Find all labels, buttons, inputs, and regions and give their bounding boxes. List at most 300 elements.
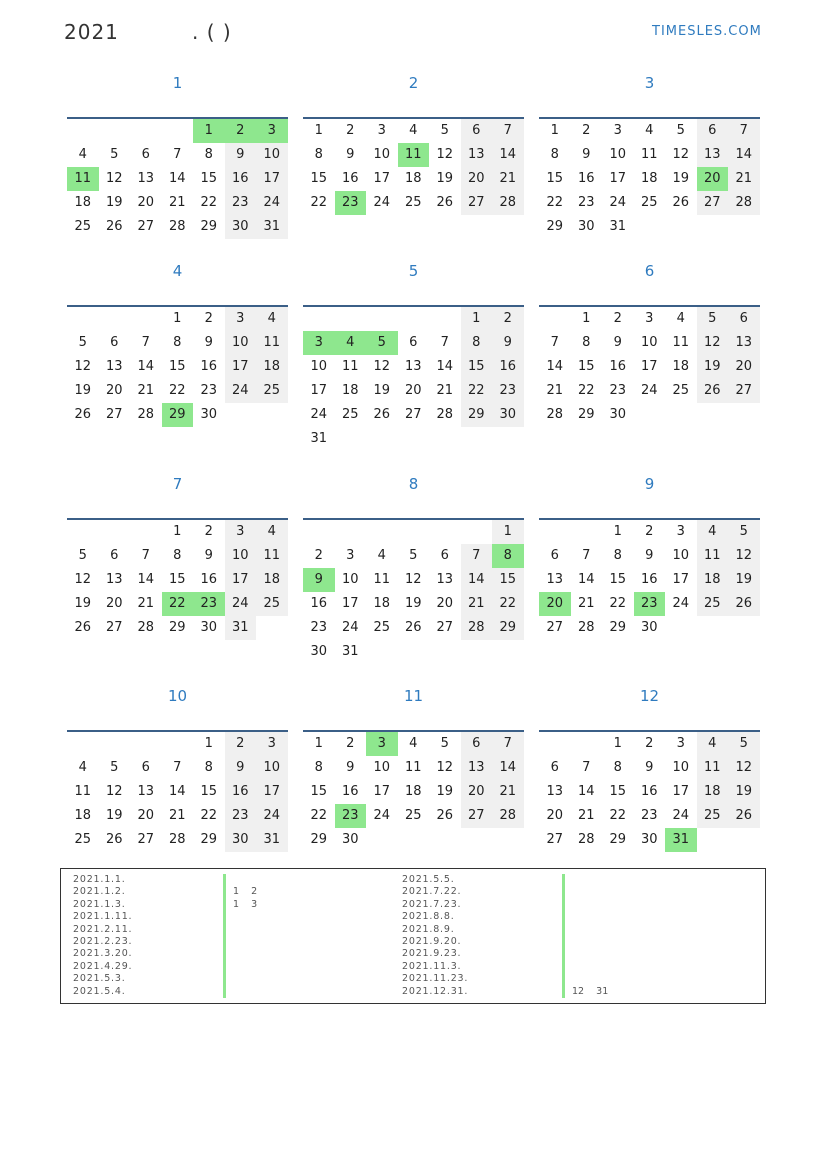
day-cell[interactable]: 12 — [436, 147, 454, 162]
day-cell[interactable]: 3 — [225, 307, 257, 331]
day-cell[interactable]: 27 — [697, 191, 729, 215]
day-cell[interactable]: 19 — [373, 383, 391, 398]
day-cell[interactable]: 29 — [200, 832, 218, 847]
day-cell[interactable]: 8 — [173, 335, 182, 350]
day-cell[interactable]: 11 — [74, 784, 92, 799]
day-cell[interactable]: 30 — [200, 620, 218, 635]
day-cell[interactable]: 7 — [461, 544, 493, 568]
day-cell[interactable]: 20 — [105, 596, 123, 611]
day-cell[interactable]: 2 — [204, 524, 213, 539]
day-cell[interactable]: 2 — [346, 736, 355, 751]
day-cell[interactable]: 17 — [373, 784, 391, 799]
day-cell[interactable]: 15 — [200, 171, 218, 186]
day-cell[interactable]: 3 — [645, 311, 654, 326]
day-cell[interactable]: 21 — [436, 383, 454, 398]
day-cell[interactable]: 10 — [609, 147, 627, 162]
day-cell[interactable]: 9 — [225, 756, 257, 780]
day-cell[interactable]: 30 — [310, 644, 328, 659]
day-cell[interactable]: 14 — [168, 171, 186, 186]
day-cell[interactable]: 9 — [303, 568, 335, 592]
day-cell[interactable]: 18 — [341, 383, 359, 398]
day-cell[interactable]: 21 — [461, 592, 493, 616]
day-cell[interactable]: 21 — [168, 195, 186, 210]
day-cell[interactable]: 19 — [697, 355, 729, 379]
day-cell[interactable]: 26 — [105, 832, 123, 847]
day-cell[interactable]: 27 — [461, 804, 493, 828]
day-cell[interactable]: 8 — [204, 760, 213, 775]
day-cell[interactable]: 19 — [105, 808, 123, 823]
day-cell[interactable]: 5 — [110, 760, 119, 775]
day-cell[interactable]: 13 — [546, 784, 564, 799]
day-cell[interactable]: 27 — [137, 832, 155, 847]
day-cell[interactable]: 6 — [141, 760, 150, 775]
day-cell[interactable]: 17 — [225, 355, 257, 379]
day-cell[interactable]: 1 — [173, 311, 182, 326]
day-cell[interactable]: 29 — [609, 832, 627, 847]
day-cell[interactable]: 3 — [225, 520, 257, 544]
day-cell[interactable]: 21 — [577, 596, 595, 611]
day-cell[interactable]: 31 — [310, 431, 328, 446]
day-cell[interactable]: 16 — [310, 596, 328, 611]
day-cell[interactable]: 12 — [74, 359, 92, 374]
day-cell[interactable]: 24 — [256, 804, 288, 828]
day-cell[interactable]: 14 — [436, 359, 454, 374]
day-cell[interactable]: 2 — [613, 311, 622, 326]
day-cell[interactable]: 27 — [728, 379, 760, 403]
day-cell[interactable]: 12 — [697, 331, 729, 355]
day-cell[interactable]: 18 — [404, 171, 422, 186]
day-cell[interactable]: 2 — [492, 307, 524, 331]
day-cell[interactable]: 20 — [461, 780, 493, 804]
day-cell[interactable]: 21 — [546, 383, 564, 398]
day-cell[interactable]: 24 — [672, 808, 690, 823]
day-cell[interactable]: 22 — [461, 379, 493, 403]
day-cell[interactable]: 24 — [373, 808, 391, 823]
day-cell[interactable]: 10 — [373, 147, 391, 162]
day-cell[interactable]: 29 — [577, 407, 595, 422]
day-cell[interactable]: 4 — [645, 123, 654, 138]
day-cell[interactable]: 14 — [546, 359, 564, 374]
day-cell[interactable]: 5 — [440, 123, 449, 138]
day-cell[interactable]: 30 — [225, 215, 257, 239]
day-cell[interactable]: 20 — [728, 355, 760, 379]
day-cell[interactable]: 8 — [613, 760, 622, 775]
day-cell[interactable]: 18 — [697, 780, 729, 804]
day-cell[interactable]: 26 — [105, 219, 123, 234]
day-cell[interactable]: 24 — [225, 592, 257, 616]
day-cell[interactable]: 28 — [137, 620, 155, 635]
day-cell[interactable]: 6 — [110, 548, 119, 563]
day-cell[interactable]: 7 — [550, 335, 559, 350]
day-cell[interactable]: 2 — [204, 311, 213, 326]
day-cell[interactable]: 15 — [609, 572, 627, 587]
day-cell[interactable]: 21 — [577, 808, 595, 823]
day-cell[interactable]: 11 — [67, 167, 99, 191]
day-cell[interactable]: 16 — [200, 572, 218, 587]
day-cell[interactable]: 10 — [672, 548, 690, 563]
day-cell[interactable]: 18 — [404, 784, 422, 799]
day-cell[interactable]: 18 — [672, 359, 690, 374]
day-cell[interactable]: 22 — [310, 195, 328, 210]
day-cell[interactable]: 28 — [461, 616, 493, 640]
day-cell[interactable]: 12 — [373, 359, 391, 374]
day-cell[interactable]: 31 — [341, 644, 359, 659]
day-cell[interactable]: 1 — [550, 123, 559, 138]
day-cell[interactable]: 20 — [546, 808, 564, 823]
day-cell[interactable]: 7 — [582, 548, 591, 563]
day-cell[interactable]: 28 — [492, 804, 524, 828]
day-cell[interactable]: 6 — [550, 760, 559, 775]
day-cell[interactable]: 3 — [346, 548, 355, 563]
day-cell[interactable]: 11 — [672, 335, 690, 350]
day-cell[interactable]: 19 — [74, 596, 92, 611]
day-cell[interactable]: 25 — [404, 808, 422, 823]
day-cell[interactable]: 10 — [373, 760, 391, 775]
day-cell[interactable]: 15 — [200, 784, 218, 799]
day-cell[interactable]: 15 — [461, 355, 493, 379]
day-cell[interactable]: 16 — [640, 572, 658, 587]
day-cell[interactable]: 27 — [404, 407, 422, 422]
day-cell[interactable]: 26 — [404, 620, 422, 635]
day-cell[interactable]: 21 — [168, 808, 186, 823]
day-cell[interactable]: 24 — [640, 383, 658, 398]
day-cell[interactable]: 31 — [609, 219, 627, 234]
day-cell[interactable]: 14 — [577, 572, 595, 587]
day-cell[interactable]: 4 — [78, 147, 87, 162]
day-cell[interactable]: 16 — [225, 780, 257, 804]
day-cell[interactable]: 2 — [645, 736, 654, 751]
day-cell[interactable]: 20 — [539, 592, 571, 616]
day-cell[interactable]: 8 — [613, 548, 622, 563]
day-cell[interactable]: 8 — [492, 544, 524, 568]
day-cell[interactable]: 21 — [492, 167, 524, 191]
day-cell[interactable]: 8 — [314, 147, 323, 162]
day-cell[interactable]: 15 — [546, 171, 564, 186]
day-cell[interactable]: 2 — [314, 548, 323, 563]
day-cell[interactable]: 19 — [728, 568, 760, 592]
day-cell[interactable]: 9 — [582, 147, 591, 162]
day-cell[interactable]: 18 — [74, 195, 92, 210]
day-cell[interactable]: 18 — [697, 568, 729, 592]
day-cell[interactable]: 28 — [436, 407, 454, 422]
day-cell[interactable]: 20 — [436, 596, 454, 611]
day-cell[interactable]: 1 — [582, 311, 591, 326]
day-cell[interactable]: 10 — [225, 544, 257, 568]
day-cell[interactable]: 1 — [613, 524, 622, 539]
day-cell[interactable]: 10 — [640, 335, 658, 350]
day-cell[interactable]: 22 — [492, 592, 524, 616]
day-cell[interactable]: 20 — [404, 383, 422, 398]
day-cell[interactable]: 6 — [440, 548, 449, 563]
day-cell[interactable]: 23 — [193, 592, 225, 616]
day-cell[interactable]: 14 — [461, 568, 493, 592]
day-cell[interactable]: 25 — [697, 804, 729, 828]
day-cell[interactable]: 30 — [640, 832, 658, 847]
day-cell[interactable]: 18 — [256, 355, 288, 379]
day-cell[interactable]: 7 — [141, 548, 150, 563]
day-cell[interactable]: 19 — [436, 171, 454, 186]
day-cell[interactable]: 31 — [225, 616, 257, 640]
day-cell[interactable]: 27 — [546, 832, 564, 847]
day-cell[interactable]: 29 — [546, 219, 564, 234]
day-cell[interactable]: 14 — [728, 143, 760, 167]
day-cell[interactable]: 25 — [256, 592, 288, 616]
day-cell[interactable]: 7 — [492, 119, 524, 143]
day-cell[interactable]: 11 — [404, 760, 422, 775]
day-cell[interactable]: 17 — [672, 572, 690, 587]
day-cell[interactable]: 7 — [582, 760, 591, 775]
day-cell[interactable]: 7 — [141, 335, 150, 350]
day-cell[interactable]: 8 — [314, 760, 323, 775]
day-cell[interactable]: 30 — [341, 832, 359, 847]
day-cell[interactable]: 5 — [440, 736, 449, 751]
day-cell[interactable]: 18 — [256, 568, 288, 592]
day-cell[interactable]: 6 — [697, 119, 729, 143]
day-cell[interactable]: 5 — [697, 307, 729, 331]
day-cell[interactable]: 28 — [168, 219, 186, 234]
day-cell[interactable]: 26 — [672, 195, 690, 210]
day-cell[interactable]: 14 — [137, 359, 155, 374]
day-cell[interactable]: 6 — [141, 147, 150, 162]
day-cell[interactable]: 13 — [461, 143, 493, 167]
day-cell[interactable]: 3 — [676, 524, 685, 539]
day-cell[interactable]: 10 — [225, 331, 257, 355]
day-cell[interactable]: 12 — [672, 147, 690, 162]
day-cell[interactable]: 16 — [341, 784, 359, 799]
day-cell[interactable]: 22 — [168, 383, 186, 398]
day-cell[interactable]: 22 — [200, 195, 218, 210]
day-cell[interactable]: 18 — [640, 171, 658, 186]
day-cell[interactable]: 13 — [105, 359, 123, 374]
day-cell[interactable]: 5 — [728, 520, 760, 544]
day-cell[interactable]: 28 — [492, 191, 524, 215]
day-cell[interactable]: 30 — [225, 828, 257, 852]
day-cell[interactable]: 9 — [645, 760, 654, 775]
day-cell[interactable]: 31 — [256, 215, 288, 239]
day-cell[interactable]: 30 — [640, 620, 658, 635]
day-cell[interactable]: 26 — [373, 407, 391, 422]
day-cell[interactable]: 27 — [105, 620, 123, 635]
day-cell[interactable]: 10 — [310, 359, 328, 374]
brand-logo[interactable]: TIMESLES.COM — [652, 24, 762, 39]
day-cell[interactable]: 13 — [137, 784, 155, 799]
day-cell[interactable]: 30 — [200, 407, 218, 422]
day-cell[interactable]: 11 — [341, 359, 359, 374]
day-cell[interactable]: 30 — [577, 219, 595, 234]
day-cell[interactable]: 3 — [366, 732, 398, 756]
day-cell[interactable]: 4 — [256, 520, 288, 544]
day-cell[interactable]: 2 — [346, 123, 355, 138]
day-cell[interactable]: 1 — [193, 119, 225, 143]
day-cell[interactable]: 21 — [728, 167, 760, 191]
day-cell[interactable]: 22 — [310, 808, 328, 823]
day-cell[interactable]: 9 — [492, 331, 524, 355]
day-cell[interactable]: 23 — [200, 383, 218, 398]
day-cell[interactable]: 28 — [577, 620, 595, 635]
day-cell[interactable]: 5 — [366, 331, 398, 355]
day-cell[interactable]: 28 — [577, 832, 595, 847]
day-cell[interactable]: 2 — [225, 119, 257, 143]
day-cell[interactable]: 17 — [640, 359, 658, 374]
day-cell[interactable]: 12 — [728, 756, 760, 780]
day-cell[interactable]: 17 — [672, 784, 690, 799]
day-cell[interactable]: 26 — [697, 379, 729, 403]
day-cell[interactable]: 15 — [310, 171, 328, 186]
day-cell[interactable]: 2 — [225, 732, 257, 756]
day-cell[interactable]: 18 — [373, 596, 391, 611]
day-cell[interactable]: 5 — [409, 548, 418, 563]
day-cell[interactable]: 17 — [609, 171, 627, 186]
day-cell[interactable]: 25 — [640, 195, 658, 210]
day-cell[interactable]: 11 — [256, 331, 288, 355]
day-cell[interactable]: 24 — [672, 596, 690, 611]
day-cell[interactable]: 29 — [609, 620, 627, 635]
day-cell[interactable]: 5 — [728, 732, 760, 756]
day-cell[interactable]: 12 — [105, 171, 123, 186]
day-cell[interactable]: 26 — [74, 407, 92, 422]
day-cell[interactable]: 21 — [137, 383, 155, 398]
day-cell[interactable]: 27 — [461, 191, 493, 215]
day-cell[interactable]: 15 — [168, 359, 186, 374]
day-cell[interactable]: 23 — [640, 808, 658, 823]
day-cell[interactable]: 22 — [609, 596, 627, 611]
day-cell[interactable]: 23 — [225, 191, 257, 215]
day-cell[interactable]: 25 — [672, 383, 690, 398]
day-cell[interactable]: 23 — [225, 804, 257, 828]
day-cell[interactable]: 28 — [168, 832, 186, 847]
day-cell[interactable]: 26 — [728, 592, 760, 616]
day-cell[interactable]: 4 — [409, 123, 418, 138]
day-cell[interactable]: 11 — [256, 544, 288, 568]
day-cell[interactable]: 22 — [546, 195, 564, 210]
day-cell[interactable]: 10 — [672, 760, 690, 775]
day-cell[interactable]: 14 — [492, 143, 524, 167]
day-cell[interactable]: 15 — [577, 359, 595, 374]
day-cell[interactable]: 2 — [645, 524, 654, 539]
day-cell[interactable]: 15 — [310, 784, 328, 799]
day-cell[interactable]: 1 — [461, 307, 493, 331]
day-cell[interactable]: 6 — [461, 119, 493, 143]
day-cell[interactable]: 7 — [440, 335, 449, 350]
day-cell[interactable]: 8 — [582, 335, 591, 350]
day-cell[interactable]: 6 — [461, 732, 493, 756]
day-cell[interactable]: 3 — [256, 732, 288, 756]
day-cell[interactable]: 30 — [609, 407, 627, 422]
day-cell[interactable]: 19 — [105, 195, 123, 210]
day-cell[interactable]: 19 — [404, 596, 422, 611]
day-cell[interactable]: 27 — [105, 407, 123, 422]
day-cell[interactable]: 29 — [461, 403, 493, 427]
day-cell[interactable]: 9 — [204, 335, 213, 350]
day-cell[interactable]: 6 — [110, 335, 119, 350]
day-cell[interactable]: 11 — [398, 143, 430, 167]
day-cell[interactable]: 22 — [162, 592, 194, 616]
day-cell[interactable]: 31 — [665, 828, 697, 852]
day-cell[interactable]: 7 — [728, 119, 760, 143]
day-cell[interactable]: 19 — [728, 780, 760, 804]
day-cell[interactable]: 6 — [728, 307, 760, 331]
day-cell[interactable]: 30 — [492, 403, 524, 427]
day-cell[interactable]: 9 — [346, 760, 355, 775]
day-cell[interactable]: 22 — [577, 383, 595, 398]
day-cell[interactable]: 25 — [74, 219, 92, 234]
day-cell[interactable]: 7 — [173, 147, 182, 162]
day-cell[interactable]: 17 — [341, 596, 359, 611]
day-cell[interactable]: 9 — [204, 548, 213, 563]
day-cell[interactable]: 25 — [341, 407, 359, 422]
day-cell[interactable]: 23 — [634, 592, 666, 616]
day-cell[interactable]: 1 — [492, 520, 524, 544]
day-cell[interactable]: 11 — [697, 756, 729, 780]
day-cell[interactable]: 12 — [436, 760, 454, 775]
day-cell[interactable]: 3 — [377, 123, 386, 138]
day-cell[interactable]: 6 — [550, 548, 559, 563]
day-cell[interactable]: 28 — [728, 191, 760, 215]
day-cell[interactable]: 13 — [546, 572, 564, 587]
day-cell[interactable]: 13 — [436, 572, 454, 587]
day-cell[interactable]: 25 — [697, 592, 729, 616]
day-cell[interactable]: 17 — [310, 383, 328, 398]
day-cell[interactable]: 5 — [78, 548, 87, 563]
day-cell[interactable]: 22 — [609, 808, 627, 823]
day-cell[interactable]: 29 — [492, 616, 524, 640]
day-cell[interactable]: 7 — [492, 732, 524, 756]
day-cell[interactable]: 15 — [168, 572, 186, 587]
day-cell[interactable]: 31 — [256, 828, 288, 852]
day-cell[interactable]: 12 — [404, 572, 422, 587]
day-cell[interactable]: 14 — [168, 784, 186, 799]
day-cell[interactable]: 1 — [204, 736, 213, 751]
day-cell[interactable]: 22 — [200, 808, 218, 823]
day-cell[interactable]: 13 — [105, 572, 123, 587]
day-cell[interactable]: 25 — [404, 195, 422, 210]
day-cell[interactable]: 25 — [256, 379, 288, 403]
day-cell[interactable]: 29 — [200, 219, 218, 234]
day-cell[interactable]: 15 — [492, 568, 524, 592]
day-cell[interactable]: 21 — [492, 780, 524, 804]
day-cell[interactable]: 20 — [105, 383, 123, 398]
day-cell[interactable]: 29 — [310, 832, 328, 847]
day-cell[interactable]: 5 — [676, 123, 685, 138]
day-cell[interactable]: 4 — [409, 736, 418, 751]
day-cell[interactable]: 3 — [303, 331, 335, 355]
day-cell[interactable]: 8 — [173, 548, 182, 563]
day-cell[interactable]: 17 — [225, 568, 257, 592]
day-cell[interactable]: 11 — [640, 147, 658, 162]
day-cell[interactable]: 14 — [492, 756, 524, 780]
day-cell[interactable]: 3 — [676, 736, 685, 751]
day-cell[interactable]: 3 — [613, 123, 622, 138]
day-cell[interactable]: 9 — [613, 335, 622, 350]
day-cell[interactable]: 9 — [645, 548, 654, 563]
day-cell[interactable]: 11 — [697, 544, 729, 568]
day-cell[interactable]: 29 — [168, 620, 186, 635]
day-cell[interactable]: 7 — [173, 760, 182, 775]
day-cell[interactable]: 13 — [728, 331, 760, 355]
day-cell[interactable]: 16 — [577, 171, 595, 186]
day-cell[interactable]: 5 — [110, 147, 119, 162]
day-cell[interactable]: 14 — [577, 784, 595, 799]
day-cell[interactable]: 17 — [256, 167, 288, 191]
day-cell[interactable]: 17 — [256, 780, 288, 804]
day-cell[interactable]: 2 — [582, 123, 591, 138]
day-cell[interactable]: 4 — [676, 311, 685, 326]
day-cell[interactable]: 8 — [204, 147, 213, 162]
day-cell[interactable]: 18 — [74, 808, 92, 823]
day-cell[interactable]: 1 — [314, 736, 323, 751]
day-cell[interactable]: 14 — [137, 572, 155, 587]
day-cell[interactable]: 25 — [74, 832, 92, 847]
